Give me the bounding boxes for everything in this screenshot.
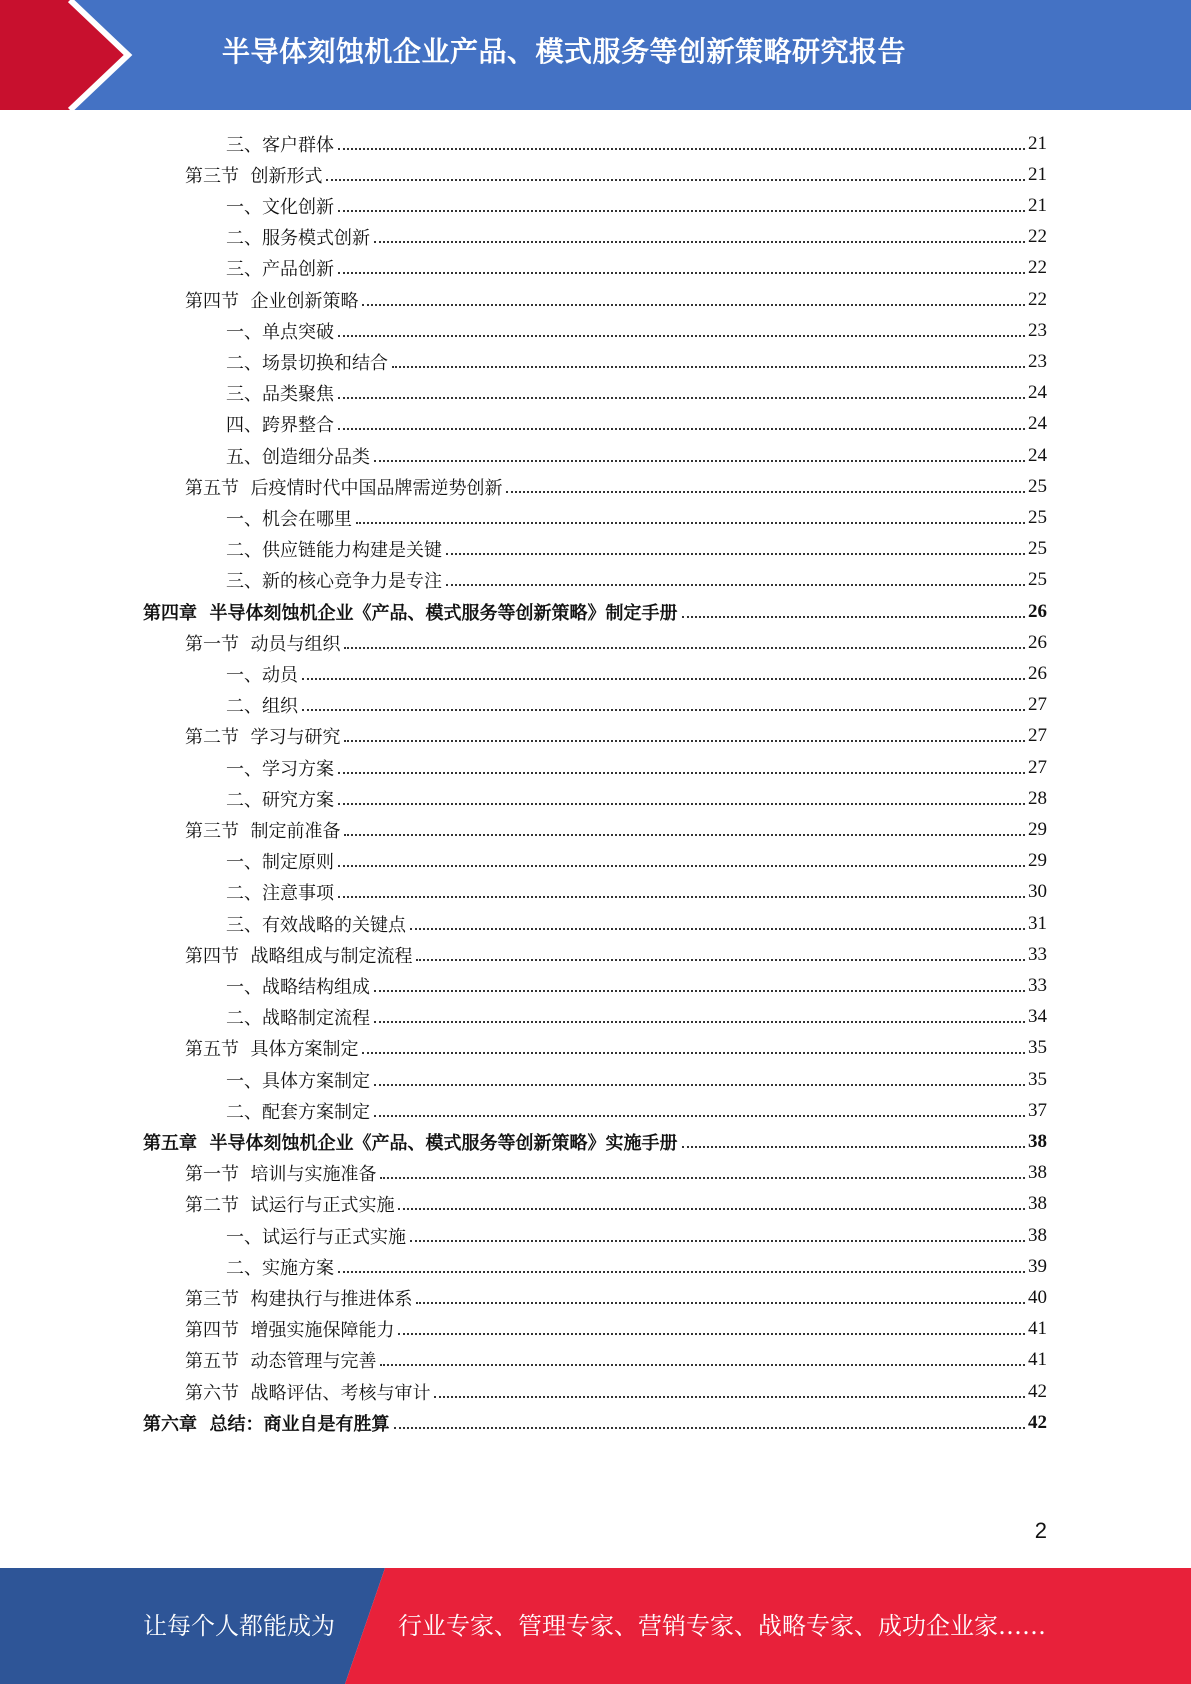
toc-subsection-entry[interactable] (226, 690, 1047, 721)
toc-dot-leader (374, 460, 1025, 462)
toc-entry-label: 一、具体方案制定 (226, 1070, 370, 1092)
toc-entry-page: 23 (1028, 319, 1047, 341)
toc-entry-page: 26 (1028, 600, 1047, 622)
toc-entry-page: 27 (1028, 725, 1047, 747)
toc-subsection-entry[interactable] (226, 253, 1047, 284)
toc-dot-leader (338, 772, 1025, 774)
page-header (0, 0, 1191, 110)
toc-entry-page: 29 (1028, 818, 1047, 840)
toc-entry-page: 38 (1028, 1162, 1047, 1184)
toc-dot-leader (362, 1052, 1025, 1054)
toc-entry-label: 四、跨界整合 (226, 415, 334, 437)
toc-dot-leader (374, 1021, 1025, 1023)
toc-dot-leader (344, 834, 1025, 836)
toc-subsection-entry[interactable] (226, 908, 1047, 939)
toc-entry-page: 37 (1028, 1099, 1047, 1121)
toc-section-entry[interactable] (185, 939, 1047, 970)
toc-subsection-entry[interactable] (226, 752, 1047, 783)
toc-section-entry[interactable] (185, 814, 1047, 845)
toc-subsection-entry[interactable] (226, 534, 1047, 565)
toc-section-entry[interactable] (185, 1282, 1047, 1313)
toc-entry-label: 一、机会在哪里 (226, 508, 352, 530)
toc-dot-leader (506, 491, 1025, 493)
toc-dot-leader (338, 428, 1025, 430)
toc-subsection-entry[interactable] (226, 409, 1047, 440)
toc-entry-page: 33 (1028, 974, 1047, 996)
toc-dot-leader (682, 1146, 1025, 1148)
toc-entry-page: 42 (1028, 1411, 1047, 1433)
toc-subsection-entry[interactable] (226, 877, 1047, 908)
toc-entry-page: 27 (1028, 694, 1047, 716)
toc-entry-label: 一、文化创新 (226, 196, 334, 218)
toc-dot-leader (338, 803, 1025, 805)
toc-dot-leader (338, 148, 1025, 150)
toc-entry-page: 24 (1028, 382, 1047, 404)
toc-section-entry[interactable] (185, 159, 1047, 190)
toc-dot-leader (344, 647, 1025, 649)
toc-dot-leader (302, 709, 1025, 711)
toc-entry-label: 第三节 创新形式 (185, 165, 323, 187)
toc-entry-page: 24 (1028, 413, 1047, 435)
toc-entry-label: 三、品类聚焦 (226, 384, 334, 406)
toc-section-entry[interactable] (185, 1033, 1047, 1064)
toc-entry-label: 一、战略结构组成 (226, 976, 370, 998)
toc-entry-label: 第四节 战略组成与制定流程 (185, 945, 413, 967)
toc-section-entry[interactable] (185, 1345, 1047, 1376)
toc-section-entry[interactable] (185, 284, 1047, 315)
toc-entry-label: 二、服务模式创新 (226, 228, 370, 250)
toc-entry-page: 23 (1028, 350, 1047, 372)
toc-entry-label: 第五章 半导体刻蚀机企业《产品、模式服务等创新策略》实施手册 (143, 1132, 678, 1154)
toc-entry-label: 三、客户群体 (226, 134, 334, 156)
toc-entry-page: 28 (1028, 787, 1047, 809)
toc-dot-leader (374, 990, 1025, 992)
toc-entry-page: 25 (1028, 506, 1047, 528)
toc-subsection-entry[interactable] (226, 1220, 1047, 1251)
toc-subsection-entry[interactable] (226, 502, 1047, 533)
toc-entry-page: 26 (1028, 631, 1047, 653)
toc-entry-label: 第五节 后疫情时代中国品牌需逆势创新 (185, 477, 503, 499)
toc-entry-label: 五、创造细分品类 (226, 446, 370, 468)
toc-dot-leader (338, 1271, 1025, 1273)
toc-entry-label: 第四节 企业创新策略 (185, 290, 359, 312)
toc-dot-leader (344, 740, 1025, 742)
toc-dot-leader (380, 1364, 1025, 1366)
footer-slogan-left: 让每个人都能成为 (143, 1612, 335, 1640)
toc-section-entry[interactable] (185, 627, 1047, 658)
toc-entry-label: 第四章 半导体刻蚀机企业《产品、模式服务等创新策略》制定手册 (143, 602, 678, 624)
toc-section-entry[interactable] (185, 471, 1047, 502)
toc-section-entry[interactable] (185, 1158, 1047, 1189)
toc-entry-label: 二、战略制定流程 (226, 1008, 370, 1030)
toc-entry-page: 31 (1028, 912, 1047, 934)
toc-dot-leader (398, 1333, 1025, 1335)
toc-entry-label: 第四节 增强实施保障能力 (185, 1320, 395, 1342)
toc-subsection-entry[interactable] (226, 315, 1047, 346)
toc-dot-leader (416, 1302, 1025, 1304)
toc-subsection-entry[interactable] (226, 1002, 1047, 1033)
toc-entry-label: 第二节 学习与研究 (185, 727, 341, 749)
toc-dot-leader (326, 179, 1025, 181)
toc-entry-page: 29 (1028, 850, 1047, 872)
toc-entry-page: 30 (1028, 881, 1047, 903)
toc-subsection-entry[interactable] (226, 658, 1047, 689)
toc-chapter-entry[interactable] (143, 1407, 1047, 1438)
toc-entry-page: 35 (1028, 1037, 1047, 1059)
toc-entry-page: 22 (1028, 257, 1047, 279)
toc-section-entry[interactable] (185, 1376, 1047, 1407)
toc-dot-leader (398, 1208, 1025, 1210)
toc-subsection-entry[interactable] (226, 440, 1047, 471)
toc-entry-page: 42 (1028, 1380, 1047, 1402)
toc-dot-leader (338, 335, 1025, 337)
toc-dot-leader (446, 553, 1025, 555)
toc-entry-page: 21 (1028, 194, 1047, 216)
toc-subsection-entry[interactable] (226, 128, 1047, 159)
toc-entry-label: 第六节 战略评估、考核与审计 (185, 1382, 431, 1404)
toc-entry-label: 二、组织 (226, 696, 298, 718)
toc-dot-leader (380, 1177, 1025, 1179)
toc-dot-leader (374, 1115, 1025, 1117)
toc-entry-label: 一、学习方案 (226, 758, 334, 780)
page-number: 2 (1034, 1518, 1047, 1543)
toc-section-entry[interactable] (185, 1189, 1047, 1220)
toc-entry-label: 第六章 总结：商业自是有胜算 (143, 1413, 390, 1435)
toc-entry-page: 34 (1028, 1006, 1047, 1028)
toc-subsection-entry[interactable] (226, 846, 1047, 877)
toc-entry-label: 二、实施方案 (226, 1257, 334, 1279)
toc-dot-leader (682, 616, 1025, 618)
toc-dot-leader (374, 1084, 1025, 1086)
header-arrow-decoration (0, 0, 160, 110)
toc-entry-page: 25 (1028, 569, 1047, 591)
toc-entry-page: 24 (1028, 444, 1047, 466)
toc-entry-page: 35 (1028, 1068, 1047, 1090)
toc-subsection-entry[interactable] (226, 222, 1047, 253)
toc-entry-page: 38 (1028, 1130, 1047, 1152)
toc-entry-page: 41 (1028, 1318, 1047, 1340)
toc-entry-label: 二、场景切换和结合 (226, 352, 388, 374)
toc-entry-page: 26 (1028, 662, 1047, 684)
toc-subsection-entry[interactable] (226, 1095, 1047, 1126)
toc-entry-page: 33 (1028, 943, 1047, 965)
toc-entry-label: 二、注意事项 (226, 883, 334, 905)
toc-entry-page: 38 (1028, 1193, 1047, 1215)
toc-dot-leader (394, 1427, 1025, 1429)
toc-dot-leader (302, 678, 1025, 680)
toc-dot-leader (338, 896, 1025, 898)
toc-entry-page: 39 (1028, 1255, 1047, 1277)
toc-dot-leader (356, 522, 1025, 524)
toc-entry-label: 三、产品创新 (226, 259, 334, 281)
toc-subsection-entry[interactable] (226, 190, 1047, 221)
toc-entry-label: 第三节 构建执行与推进体系 (185, 1288, 413, 1310)
toc-entry-label: 第二节 试运行与正式实施 (185, 1195, 395, 1217)
toc-dot-leader (392, 366, 1025, 368)
toc-dot-leader (416, 959, 1025, 961)
toc-entry-page: 38 (1028, 1224, 1047, 1246)
toc-dot-leader (434, 1396, 1025, 1398)
toc-entry-page: 21 (1028, 132, 1047, 154)
toc-entry-label: 二、研究方案 (226, 789, 334, 811)
toc-section-entry[interactable] (185, 1314, 1047, 1345)
toc-entry-label: 一、试运行与正式实施 (226, 1226, 406, 1248)
toc-entry-label: 三、有效战略的关键点 (226, 914, 406, 936)
toc-dot-leader (338, 210, 1025, 212)
toc-entry-label: 第一节 动员与组织 (185, 633, 341, 655)
toc-entry-page: 40 (1028, 1286, 1047, 1308)
toc-entry-label: 一、动员 (226, 664, 298, 686)
toc-dot-leader (338, 397, 1025, 399)
toc-entry-label: 一、制定原则 (226, 852, 334, 874)
toc-subsection-entry[interactable] (226, 970, 1047, 1001)
toc-subsection-entry[interactable] (226, 378, 1047, 409)
toc-dot-leader (338, 272, 1025, 274)
toc-dot-leader (410, 1240, 1025, 1242)
toc-subsection-entry[interactable] (226, 783, 1047, 814)
toc-entry-page: 41 (1028, 1349, 1047, 1371)
toc-entry-page: 21 (1028, 163, 1047, 185)
toc-entry-page: 27 (1028, 756, 1047, 778)
toc-entry-page: 22 (1028, 226, 1047, 248)
toc-dot-leader (362, 304, 1025, 306)
footer-slogan-right: 行业专家、管理专家、营销专家、战略专家、成功企业家…… (398, 1612, 1046, 1640)
toc-chapter-entry[interactable] (143, 1126, 1047, 1157)
toc-dot-leader (410, 928, 1025, 930)
toc-entry-label: 第五节 动态管理与完善 (185, 1351, 377, 1373)
toc-entry-label: 三、新的核心竞争力是专注 (226, 571, 442, 593)
toc-entry-label: 二、供应链能力构建是关键 (226, 540, 442, 562)
toc-dot-leader (374, 241, 1025, 243)
toc-subsection-entry[interactable] (226, 1251, 1047, 1282)
toc-subsection-entry[interactable] (226, 565, 1047, 596)
toc-subsection-entry[interactable] (226, 346, 1047, 377)
toc-chapter-entry[interactable] (143, 596, 1047, 627)
toc-entry-label: 二、配套方案制定 (226, 1101, 370, 1123)
toc-section-entry[interactable] (185, 721, 1047, 752)
toc-entry-page: 22 (1028, 288, 1047, 310)
report-title: 半导体刻蚀机企业产品、模式服务等创新策略研究报告 (222, 35, 907, 68)
toc-entry-page: 25 (1028, 538, 1047, 560)
toc-entry-page: 25 (1028, 475, 1047, 497)
toc-entry-label: 第三节 制定前准备 (185, 820, 341, 842)
toc-entry-label: 第一节 培训与实施准备 (185, 1164, 377, 1186)
toc-entry-label: 一、单点突破 (226, 321, 334, 343)
toc-entry-label: 第五节 具体方案制定 (185, 1039, 359, 1061)
page-footer (0, 1568, 1191, 1684)
toc-subsection-entry[interactable] (226, 1064, 1047, 1095)
toc-dot-leader (446, 584, 1025, 586)
toc-dot-leader (338, 865, 1025, 867)
